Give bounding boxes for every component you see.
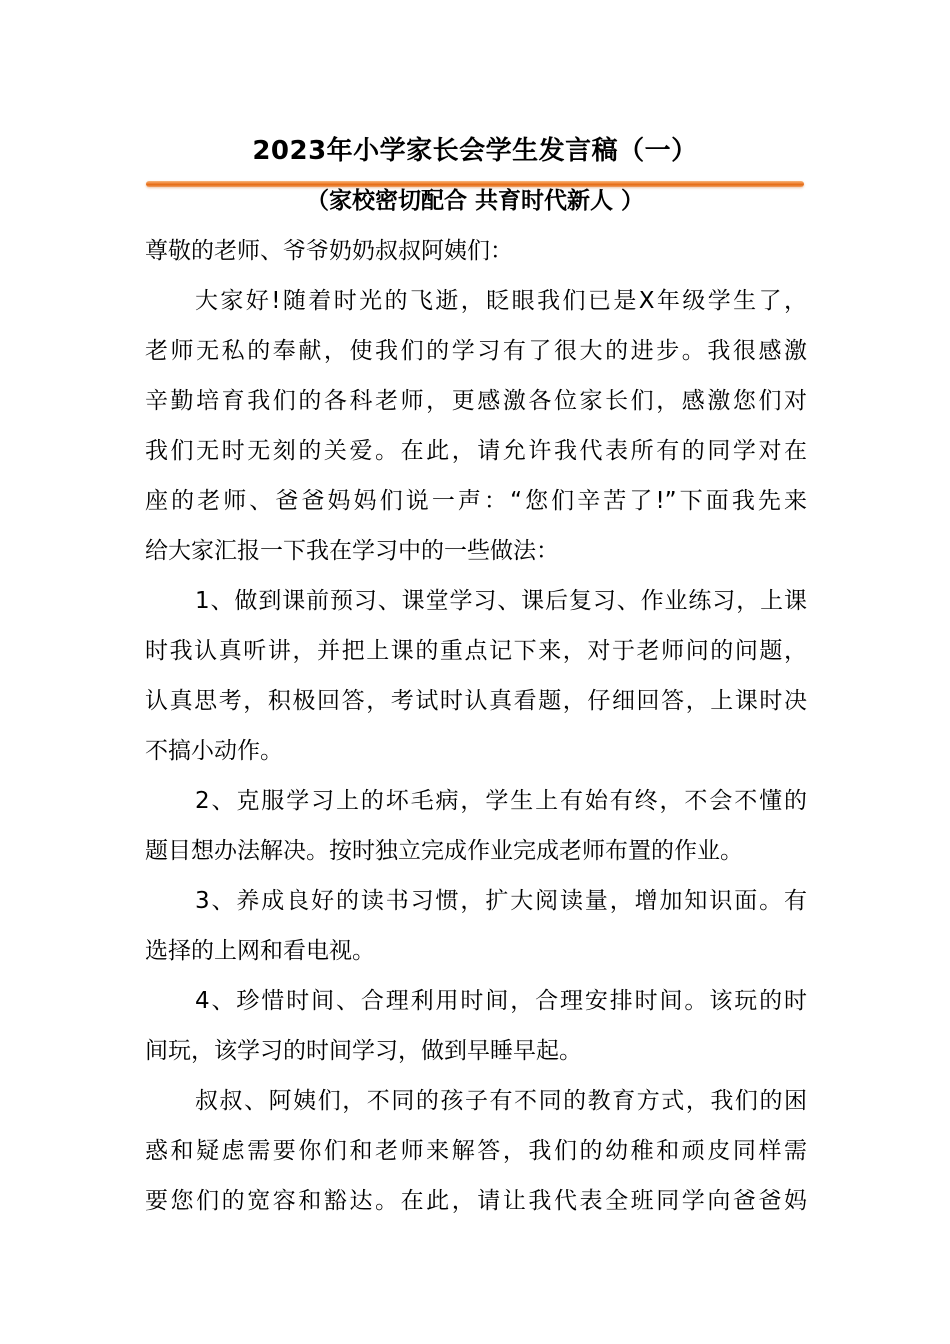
paragraph-line: 老师无私的奉献，使我们的学习有了很大的进步。我很感激 (145, 338, 807, 364)
salutation-line: 尊敬的老师、爷爷奶奶叔叔阿姨们： (145, 238, 513, 264)
list-item-line: 时我认真听讲，并把上课的重点记下来，对于老师问的问题， (145, 638, 807, 664)
list-item-line: 间玩，该学习的时间学习，做到早睡早起。 (145, 1038, 582, 1064)
document-title: 2023年小学家长会学生发言稿（一） (252, 136, 698, 166)
list-item-line: 认真思考，积极回答，考试时认真看题，仔细回答，上课时决 (145, 688, 807, 714)
list-item-line: 2、克服学习上的坏毛病，学生上有始有终，不会不懂的 (195, 788, 807, 814)
document-subtitle: （家校密切配合 共育时代新人 ） (305, 188, 644, 214)
list-item-line: 选择的上网和看电视。 (145, 938, 375, 964)
paragraph-line: 叔叔、阿姨们，不同的孩子有不同的教育方式，我们的困 (195, 1088, 807, 1114)
paragraph-line: 给大家汇报一下我在学习中的一些做法： (145, 538, 559, 564)
paragraph-line: 我们无时无刻的关爱。在此，请允许我代表所有的同学对在 (145, 438, 807, 464)
paragraph-line: 要您们的宽容和豁达。在此，请让我代表全班同学向爸爸妈 (145, 1188, 807, 1214)
paragraph-line: 大家好!随着时光的飞逝，眨眼我们已是X年级学生了， (195, 288, 807, 314)
paragraph-line: 座的老师、爸爸妈妈们说一声：“您们辛苦了!”下面我先来 (145, 488, 807, 514)
document-body (145, 226, 807, 1226)
list-item-line: 3、养成良好的读书习惯，扩大阅读量，增加知识面。有 (195, 888, 807, 914)
list-item-line: 题目想办法解决。按时独立完成作业完成老师布置的作业。 (145, 838, 743, 864)
list-item-line: 4、珍惜时间、合理利用时间，合理安排时间。该玩的时 (195, 988, 807, 1014)
list-item-line: 不搞小动作。 (145, 738, 283, 764)
paragraph-line: 辛勤培育我们的各科老师，更感激各位家长们，感激您们对 (145, 388, 807, 414)
list-item-line: 1、做到课前预习、课堂学习、课后复习、作业练习，上课 (195, 588, 807, 614)
paragraph-line: 惑和疑虑需要你们和老师来解答，我们的幼稚和顽皮同样需 (145, 1138, 807, 1164)
